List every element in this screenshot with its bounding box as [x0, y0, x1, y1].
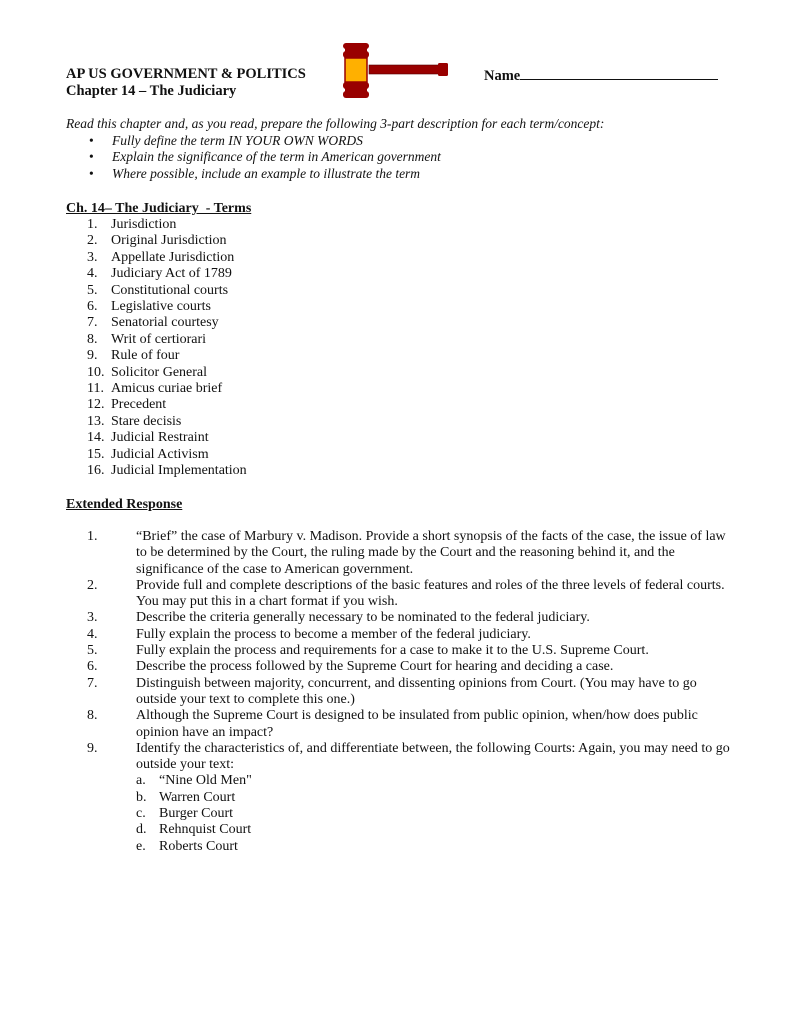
term-item: 4. Judiciary Act of 1789 [87, 266, 232, 282]
course-title: AP US GOVERNMENT & POLITICS [66, 66, 306, 82]
instruction-bullet: • Explain the significance of the term in American government [89, 149, 441, 164]
extended-section [87, 529, 736, 855]
instructions-intro: Read this chapter and, as you read, prepare the following 3-part description for each term/concept: [66, 116, 605, 131]
term-item: 3. Appellate Jurisdiction [87, 249, 235, 265]
term-item: 14. Judicial Restraint [87, 430, 209, 446]
bullet-icon: • [89, 165, 94, 181]
extended-item: 2. Provide full and complete descriptions of the basic features and roles of the three levels of federal courts. You may put this in a chart format if you wish. [87, 577, 725, 610]
extended-item: 1. “Brief” the case of Marbury v. Madison. Provide a short synopsis of the facts of the case, the issue of law to be determined by the Court, the ruling made by the Court and the reasoning behind it, and the significance of the case to American government. [87, 529, 726, 577]
instruction-bullet: • Fully define the term IN YOUR OWN WORDS [89, 132, 363, 148]
name-label: Name [484, 68, 521, 84]
term-item: 1. Jurisdiction [87, 217, 177, 232]
extended-item: 9. Identify the characteristics of, and differentiate between, the following Courts: Again, you may need to go outside your text: a. “Nine Old Men" b. Warren Court c. Burger Court d. Rehnquist Court e. Roberts Court [87, 741, 736, 855]
instruction-bullet: • Where possible, include an example to illustrate the term [89, 165, 421, 181]
term-item: 16. Judicial Implementation [87, 463, 247, 479]
instruction-bullets [66, 133, 706, 183]
court-item: a. “Nine Old Men" [136, 773, 252, 789]
chapter-title: Chapter 14 – The Judiciary [66, 83, 237, 99]
terms-section-title: Ch. 14– The Judiciary - Terms [66, 201, 252, 216]
court-item: b. Warren Court [136, 789, 236, 805]
extended-item: 5. Fully explain the process and requirements for a case to make it to the U.S. Supreme Court. [87, 643, 649, 659]
term-item: 9. Rule of four [87, 348, 180, 364]
court-item: c. Burger Court [136, 806, 234, 822]
term-item: 13. Stare decisis [87, 413, 182, 429]
extended-item: 3. Describe the criteria generally necessary to be nominated to the federal judiciary. [87, 610, 590, 626]
bullet-icon: • [89, 132, 94, 148]
court-item: d. Rehnquist Court [136, 822, 252, 838]
court-item: e. Roberts Court [136, 838, 238, 854]
term-item: 7. Senatorial courtesy [87, 315, 219, 331]
extended-section-title: Extended Response [66, 497, 183, 512]
gavel-icon [340, 42, 452, 100]
term-item: 12. Precedent [87, 397, 167, 413]
extended-item: 6. Describe the process followed by the Supreme Court for hearing and deciding a case. [87, 659, 614, 675]
name-blank-line[interactable] [520, 66, 718, 80]
terms-section [66, 200, 466, 480]
term-item: 8. Writ of certiorari [87, 331, 207, 347]
extended-list [87, 529, 736, 855]
courts-sublist [136, 773, 736, 854]
bullet-icon: • [89, 149, 94, 164]
term-item: 10. Solicitor General [87, 364, 208, 380]
extended-item: 8. Although the Supreme Court is designed to be insulated from public opinion, when/how does public opinion have an impact? [87, 708, 698, 740]
term-item: 6. Legislative courts [87, 299, 211, 315]
terms-list [66, 217, 466, 480]
instructions [66, 116, 706, 182]
extended-item: 4. Fully explain the process to become a member of the federal judiciary. [87, 626, 531, 642]
term-item: 5. Constitutional courts [87, 282, 229, 298]
extended-item: 7. Distinguish between majority, concurrent, and dissenting opinions from Court. (You may have to go outside your text to complete this one.) [87, 675, 697, 707]
term-item: 11. Amicus curiae brief [87, 381, 223, 397]
name-field[interactable] [484, 66, 718, 85]
term-item: 2. Original Jurisdiction [87, 233, 227, 249]
term-item: 15. Judicial Activism [87, 446, 209, 462]
